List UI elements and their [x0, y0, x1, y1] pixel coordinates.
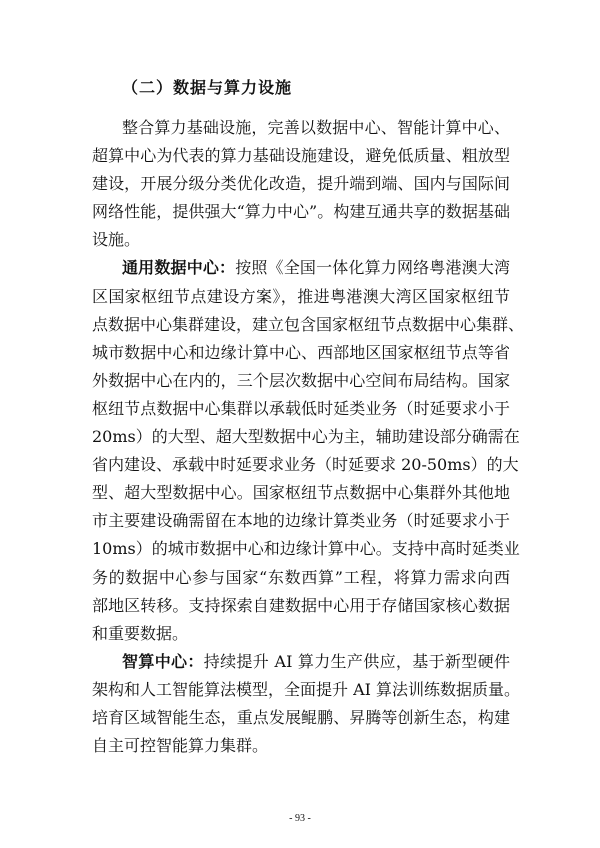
body-line-text: 持续提升 AI 算力生产供应，基于新型硬件 — [203, 651, 510, 671]
body-line — [92, 254, 510, 282]
body-line: 型、超大型数据中心。国家枢纽节点数据中心集群外其他地 — [92, 483, 510, 503]
body-line: 建设，开展分级分类优化改造，提升端到端、国内与国际间 — [92, 174, 510, 194]
body-line: 和重要数据。 — [92, 623, 189, 643]
paragraph-infrastructure — [92, 114, 510, 254]
section-heading: （二）数据与算力设施 — [122, 78, 293, 97]
body-line: 整合算力基础设施，完善以数据中心、智能计算中心、 — [122, 118, 510, 137]
paragraph-lead: 通用数据中心： — [122, 258, 236, 278]
body-line: 市主要建设确需留在本地的边缘计算类业务（时延要求小于 — [92, 511, 510, 531]
body-line — [92, 648, 510, 676]
body-line: 设施。 — [92, 230, 141, 250]
body-line-text: 按照《全国一体化算力网络粤港澳大湾 — [235, 258, 510, 278]
body-line: 架构和人工智能算法模型，全面提升 AI 算法训练数据质量。 — [92, 679, 521, 699]
body-line: 10ms）的城市数据中心和边缘计算中心。支持中高时延类业 — [92, 539, 520, 559]
page-number: - 93 - — [289, 813, 311, 824]
body-line: 点数据中心集群建设，建立包含国家枢纽节点数据中心集群、 — [92, 314, 525, 334]
body-line: 网络性能，提供强大“算力中心”。构建互通共享的数据基础 — [92, 202, 510, 222]
body-line: 20ms）的大型、超大型数据中心为主，辅助建设部分确需在 — [92, 427, 520, 447]
paragraph-general-data-center — [92, 254, 525, 647]
body-line: 区国家枢纽节点建设方案》，推进粤港澳大湾区国家枢纽节 — [92, 286, 510, 306]
body-line: 省内建设、承载中时延要求业务（时延要求 20-50ms）的大 — [92, 455, 519, 475]
body-line: 部地区转移。支持探索自建数据中心用于存储国家核心数据 — [92, 595, 510, 615]
body-line: 外数据中心在内的，三个层次数据中心空间布局结构。国家 — [92, 370, 510, 390]
body-text — [92, 114, 525, 760]
body-line: 自主可控智能算力集群。 — [92, 736, 269, 756]
paragraph-lead: 智算中心： — [122, 651, 204, 671]
body-line: 枢纽节点数据中心集群以承载低时延类业务（时延要求小于 — [92, 398, 510, 418]
paragraph-intelligent-computing-center — [92, 648, 521, 760]
body-line: 城市数据中心和边缘计算中心、西部地区国家枢纽节点等省 — [92, 342, 510, 362]
body-line: 务的数据中心参与国家“东数西算”工程，将算力需求向西 — [92, 567, 510, 587]
body-line: 培育区域智能生态，重点发展鲲鹏、昇腾等创新生态，构建 — [92, 707, 510, 727]
body-line: 超算中心为代表的算力基础设施建设，避免低质量、粗放型 — [92, 146, 510, 166]
